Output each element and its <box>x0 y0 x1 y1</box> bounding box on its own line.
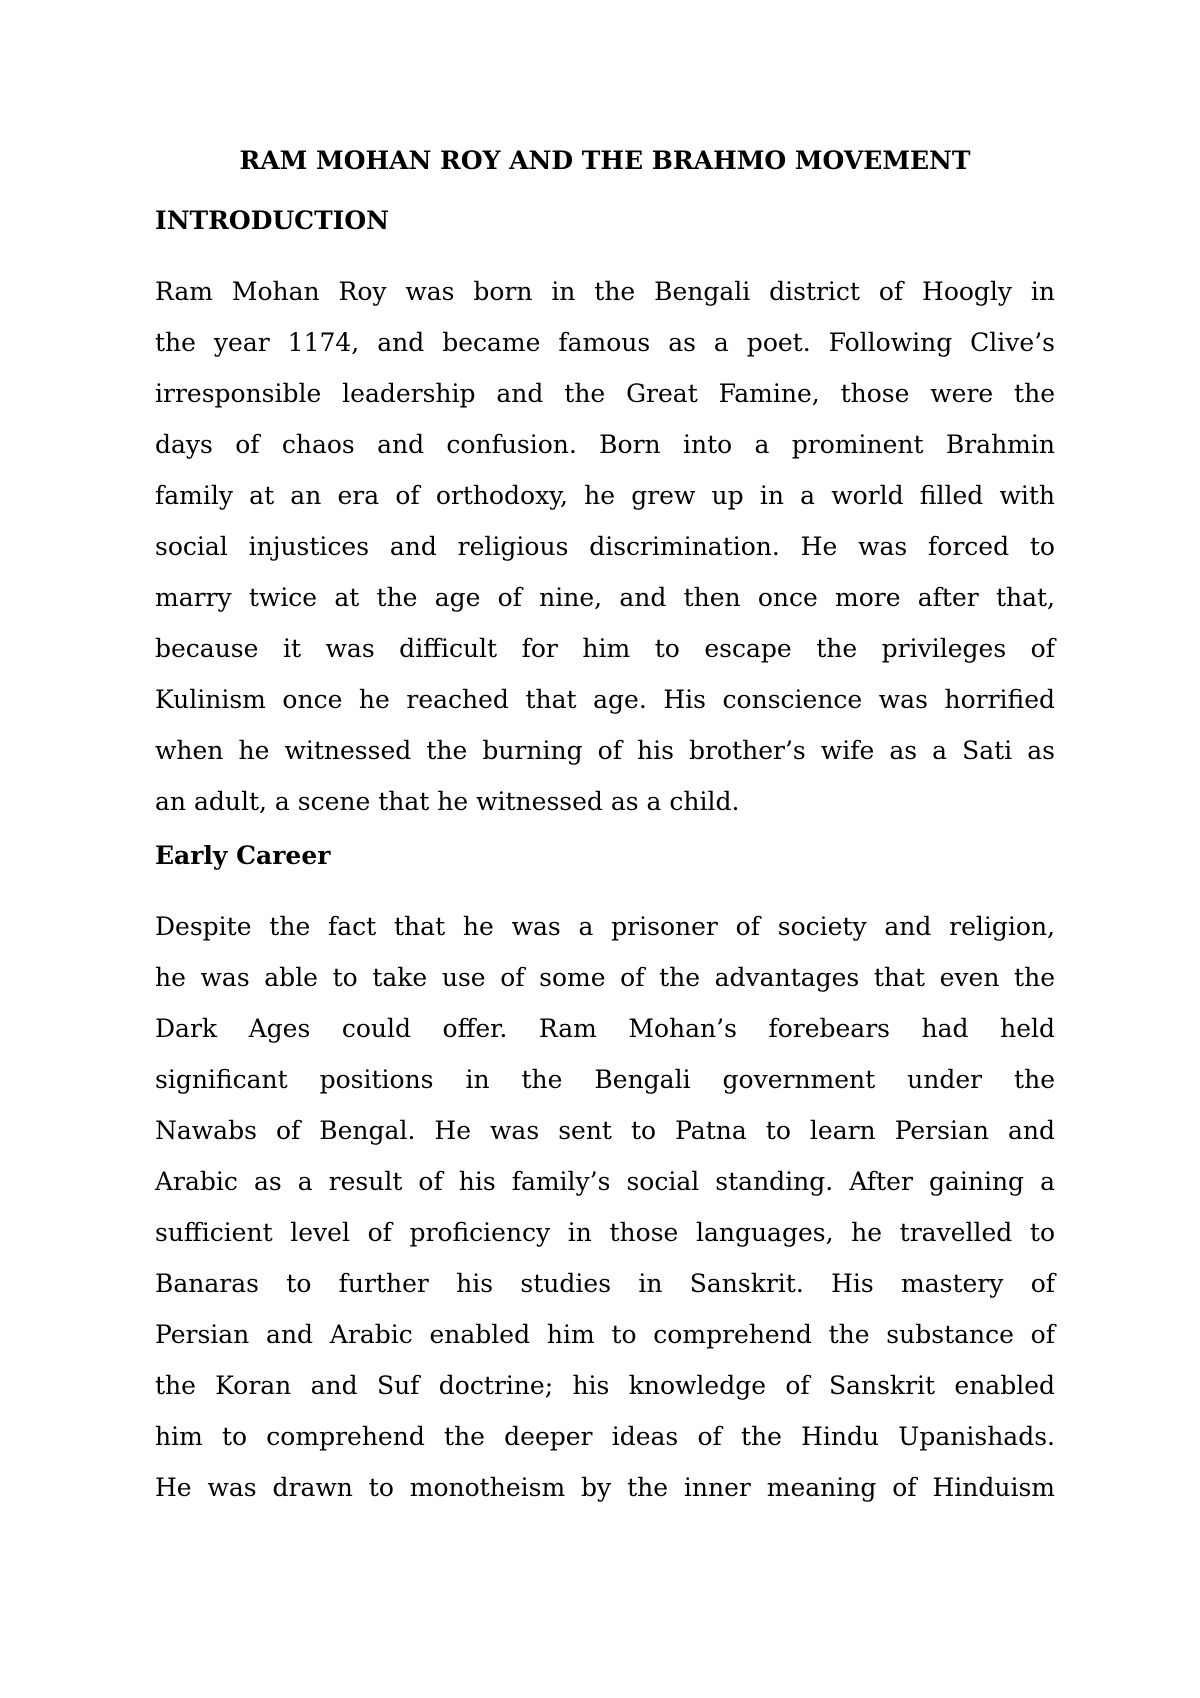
text-line: Persian and Arabic enabled him to comprehend the substance of <box>155 1320 1055 1349</box>
text-line: when he witnessed the burning of his brother’s wife as a Sati as <box>155 736 1055 765</box>
document-page <box>155 146 1055 1513</box>
text-line: the Koran and Suf doctrine; his knowledge of Sanskrit enabled <box>155 1371 1055 1400</box>
text-line: social injustices and religious discrimination. He was forced to <box>155 532 1055 561</box>
text-line: Dark Ages could offer. Ram Mohan’s forebears had held <box>155 1014 1055 1043</box>
text-line: Kulinism once he reached that age. His conscience was horrified <box>155 685 1055 714</box>
text-line: Despite the fact that he was a prisoner of society and religion, <box>155 912 1055 941</box>
text-line: Arabic as a result of his family’s social standing. After gaining a <box>155 1167 1055 1196</box>
text-line: Ram Mohan Roy was born in the Bengali district of Hoogly in <box>155 277 1055 306</box>
text-line: days of chaos and confusion. Born into a prominent Brahmin <box>155 430 1055 459</box>
introduction-paragraph <box>155 266 1055 827</box>
text-line: him to comprehend the deeper ideas of the Hindu Upanishads. <box>155 1422 1055 1451</box>
text-line: Banaras to further his studies in Sanskrit. His mastery of <box>155 1269 1055 1298</box>
text-line: an adult, a scene that he witnessed as a child. <box>155 787 740 816</box>
text-line: He was drawn to monotheism by the inner meaning of Hinduism <box>155 1473 1055 1502</box>
section-heading-early-career: Early Career <box>155 841 331 870</box>
document-title: RAM MOHAN ROY AND THE BRAHMO MOVEMENT <box>239 146 971 175</box>
text-line: significant positions in the Bengali government under the <box>155 1065 1055 1094</box>
text-line: irresponsible leadership and the Great Famine, those were the <box>155 379 1055 408</box>
text-line: family at an era of orthodoxy, he grew up in a world filled with <box>155 481 1055 510</box>
early-career-paragraph <box>155 901 1055 1513</box>
text-line: sufficient level of proficiency in those languages, he travelled to <box>155 1218 1055 1247</box>
text-line: marry twice at the age of nine, and then once more after that, <box>155 583 1055 612</box>
text-line: Nawabs of Bengal. He was sent to Patna to learn Persian and <box>155 1116 1055 1145</box>
text-line: because it was difficult for him to escape the privileges of <box>155 634 1055 663</box>
section-heading-introduction: INTRODUCTION <box>155 206 390 235</box>
text-line: he was able to take use of some of the advantages that even the <box>155 963 1055 992</box>
text-line: the year 1174, and became famous as a poet. Following Clive’s <box>155 328 1055 357</box>
